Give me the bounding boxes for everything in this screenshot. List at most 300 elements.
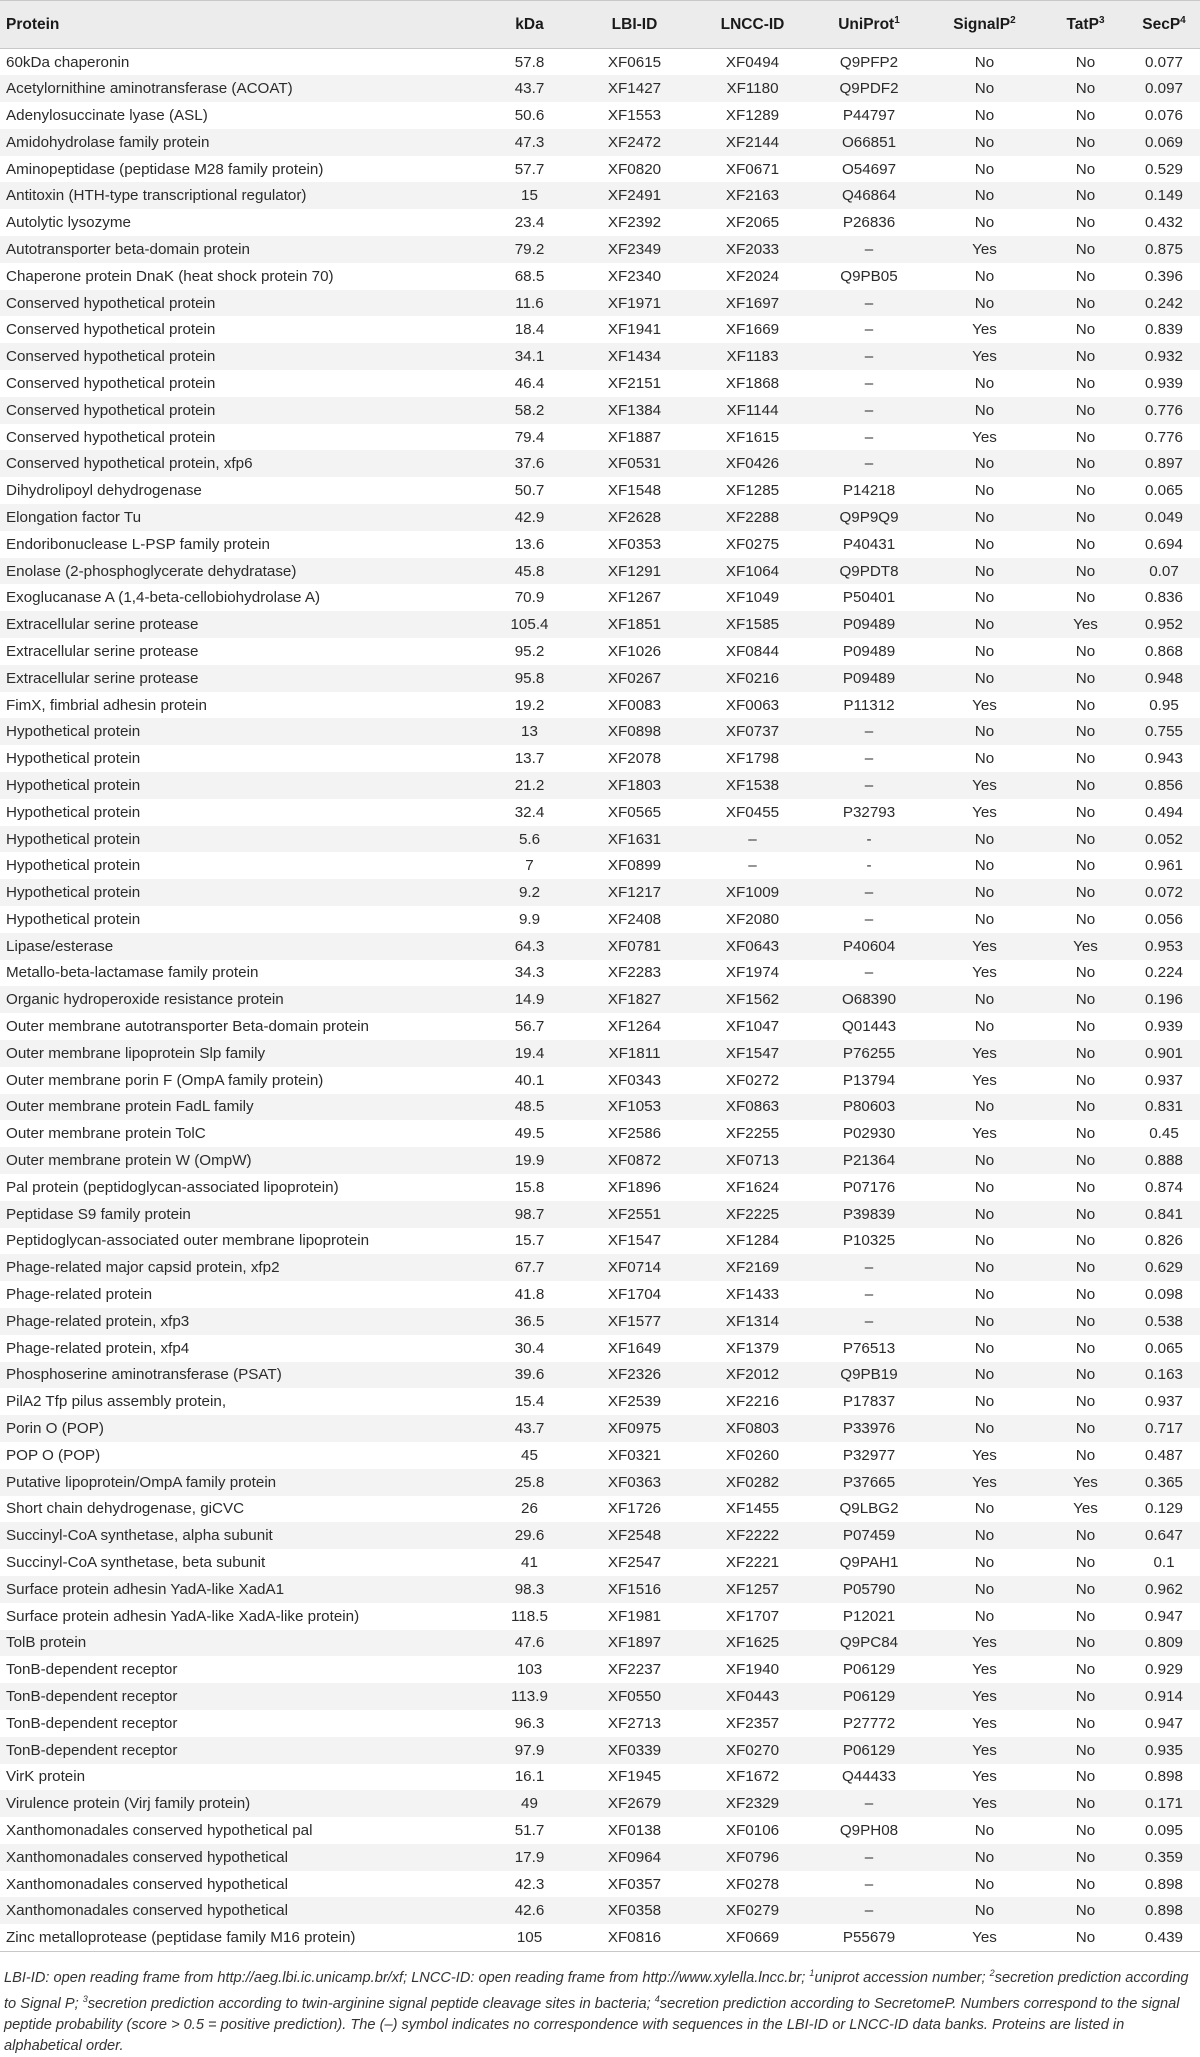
kda-cell: 13.6: [514, 535, 545, 553]
lbi-id-cell: XF1516: [607, 1580, 662, 1598]
lncc-id-cell: XF0713: [725, 1152, 780, 1170]
lbi-id-cell: XF2283: [607, 964, 662, 982]
table-row: [0, 692, 1200, 719]
lncc-id-cell: XF1538: [725, 776, 780, 794]
tatp-cell: No: [1075, 1152, 1096, 1170]
table-row: [0, 906, 1200, 933]
kda-cell: 118.5: [511, 1607, 548, 1625]
lbi-id-cell: XF0550: [607, 1688, 662, 1705]
signalp-cell: No: [974, 133, 995, 151]
signalp-cell: No: [974, 160, 995, 178]
kda-cell: 17.9: [514, 1848, 545, 1866]
footnote-mark-2: 2: [989, 1968, 995, 1978]
table-row: [0, 772, 1200, 799]
secp-cell: 0.826: [1144, 1232, 1183, 1250]
secp-cell: 0.776: [1144, 401, 1183, 419]
kda-cell: 43.7: [514, 80, 545, 98]
lbi-id-cell: XF1427: [607, 80, 662, 98]
secp-cell: 0.224: [1144, 964, 1183, 982]
secp-cell: 0.939: [1144, 374, 1183, 392]
lncc-id-cell: XF1047: [725, 1018, 780, 1036]
lbi-id-cell: XF0343: [607, 1071, 662, 1089]
lncc-id-cell: XF1615: [725, 428, 780, 446]
tatp-cell: Yes: [1073, 937, 1098, 955]
secp-cell: 0.077: [1144, 53, 1183, 71]
protein-name: Conserved hypothetical protein: [6, 374, 216, 392]
uniprot-cell: P06129: [842, 1688, 896, 1705]
table-row: [0, 75, 1200, 102]
lbi-id-cell: XF2491: [607, 187, 662, 205]
signalp-cell: No: [974, 508, 995, 526]
kda-cell: 47.3: [514, 133, 545, 151]
protein-name: Succinyl-CoA synthetase, beta subunit: [6, 1554, 266, 1572]
tatp-cell: No: [1075, 1875, 1096, 1893]
signalp-cell: No: [974, 1393, 995, 1411]
lncc-id-cell: XF2080: [725, 910, 780, 928]
kda-cell: 57.7: [514, 160, 545, 178]
header-uniprot: [812, 1, 926, 49]
uniprot-cell: P76255: [842, 1044, 896, 1062]
secp-cell: 0.755: [1144, 723, 1183, 741]
uniprot-cell: O54697: [841, 160, 897, 178]
signalp-cell: Yes: [972, 1795, 997, 1813]
lbi-id-cell: XF1971: [607, 294, 662, 312]
kda-cell: 34.1: [514, 348, 545, 366]
protein-name: TonB-dependent receptor: [6, 1741, 178, 1759]
lbi-id-cell: XF2679: [607, 1795, 662, 1813]
lbi-id-cell: XF0531: [607, 455, 662, 473]
signalp-cell: No: [974, 1205, 995, 1223]
uniprot-cell: –: [864, 348, 874, 366]
kda-cell: 25.8: [514, 1473, 545, 1491]
uniprot-cell: Q9P9Q9: [839, 508, 899, 526]
kda-cell: 40.1: [514, 1071, 545, 1089]
signalp-cell: No: [974, 106, 995, 124]
table-row: [0, 290, 1200, 317]
table-row: [0, 504, 1200, 531]
signalp-cell: No: [974, 1259, 995, 1277]
kda-cell: 18.4: [514, 321, 545, 339]
signalp-cell: No: [974, 187, 995, 205]
kda-cell: 42.3: [514, 1875, 545, 1893]
secp-cell: 0.947: [1144, 1714, 1183, 1732]
uniprot-cell: Q9PAH1: [839, 1554, 899, 1572]
header-protein: [0, 1, 483, 49]
kda-cell: 47.6: [514, 1634, 545, 1652]
table-row: [0, 1228, 1200, 1255]
protein-name: TonB-dependent receptor: [6, 1688, 178, 1705]
lncc-id-cell: XF0669: [693, 1924, 812, 1951]
uniprot-cell: –: [864, 428, 874, 446]
signalp-cell: No: [974, 830, 995, 848]
kda-cell: 7: [525, 857, 534, 875]
tatp-cell: No: [1075, 1393, 1096, 1411]
table-row: [0, 1362, 1200, 1389]
protein-name: Xanthomonadales conserved hypothetical: [6, 1875, 288, 1893]
tatp-cell: No: [1075, 80, 1096, 98]
table-row: [0, 933, 1200, 960]
kda-cell: 50.7: [514, 482, 545, 500]
tatp-cell: No: [1075, 696, 1096, 714]
tatp-cell: No: [1075, 1098, 1096, 1116]
lbi-id-cell: XF0321: [607, 1446, 662, 1464]
lbi-id-cell: XF2326: [607, 1366, 662, 1384]
uniprot-cell: P37665: [842, 1473, 896, 1491]
signalp-cell: No: [974, 1339, 995, 1357]
signalp-cell: Yes: [926, 1924, 1043, 1951]
tatp-cell: No: [1075, 240, 1096, 258]
protein-name: Acetylornithine aminotransferase (ACOAT): [6, 80, 293, 98]
uniprot-cell: –: [864, 750, 874, 768]
signalp-cell: No: [974, 1420, 995, 1438]
header-tatp-label: TatP: [1066, 16, 1099, 34]
uniprot-cell: -: [866, 857, 872, 875]
signalp-cell: No: [974, 991, 995, 1009]
uniprot-cell: Q9PB05: [840, 267, 898, 285]
lncc-id-cell: XF2033: [725, 240, 780, 258]
tatp-cell: No: [1075, 214, 1096, 232]
kda-cell: 49: [521, 1795, 538, 1813]
signalp-cell: No: [974, 642, 995, 660]
header-signalp-footnote-mark: 2: [1010, 14, 1016, 26]
protein-name: Conserved hypothetical protein, xfp6: [6, 455, 253, 473]
protein-name: Conserved hypothetical protein: [6, 294, 216, 312]
protein-name: Pal protein (peptidoglycan-associated lipoprotein): [6, 1178, 339, 1196]
uniprot-cell: P07459: [842, 1527, 896, 1545]
protein-name: TonB-dependent receptor: [6, 1714, 178, 1732]
tatp-cell: No: [1075, 1018, 1096, 1036]
lncc-id-cell: XF0278: [725, 1875, 780, 1893]
table-row: [0, 477, 1200, 504]
kda-cell: 37.6: [514, 455, 545, 473]
tatp-cell: No: [1075, 723, 1096, 741]
table-row: [0, 1201, 1200, 1228]
signalp-cell: No: [974, 1848, 995, 1866]
kda-cell: 58.2: [514, 401, 545, 419]
lncc-id-cell: XF0863: [725, 1098, 780, 1116]
secp-cell: 0.439: [1128, 1924, 1200, 1951]
lncc-id-cell: XF0455: [725, 803, 780, 821]
header-lbi-id-label: LBI-ID: [611, 15, 658, 33]
lncc-id-cell: XF0279: [725, 1902, 780, 1920]
tatp-cell: Yes: [1073, 616, 1098, 634]
table-row: [0, 370, 1200, 397]
protein-name: Conserved hypothetical protein: [6, 428, 216, 446]
uniprot-cell: Q9PC84: [839, 1634, 899, 1652]
kda-cell: 95.2: [514, 642, 545, 660]
secp-cell: 0.935: [1144, 1741, 1183, 1759]
secp-cell: 0.874: [1144, 1178, 1183, 1196]
table-footnote: [4, 1963, 1196, 2057]
protein-name: Antitoxin (HTH-type transcriptional regulator): [6, 187, 307, 205]
lbi-id-cell: XF1803: [607, 776, 662, 794]
lbi-id-cell: XF1726: [607, 1500, 662, 1518]
tatp-cell: No: [1043, 1924, 1128, 1951]
table-row: [0, 1522, 1200, 1549]
secp-cell: 0.898: [1144, 1768, 1183, 1786]
table-row: [0, 1683, 1200, 1710]
kda-cell: 42.9: [514, 508, 545, 526]
tatp-cell: No: [1075, 267, 1096, 285]
lbi-id-cell: XF2408: [607, 910, 662, 928]
signalp-cell: Yes: [972, 1714, 997, 1732]
tatp-cell: No: [1075, 1607, 1096, 1625]
signalp-cell: Yes: [972, 1044, 997, 1062]
kda-cell: 5.6: [518, 830, 541, 848]
lncc-id-cell: XF1379: [725, 1339, 780, 1357]
kda-cell: 16.1: [514, 1768, 545, 1786]
tatp-cell: No: [1075, 1071, 1096, 1089]
lncc-id-cell: XF1707: [725, 1607, 780, 1625]
lbi-id-cell: XF1264: [607, 1018, 662, 1036]
signalp-cell: No: [974, 1178, 995, 1196]
signalp-cell: No: [974, 723, 995, 741]
signalp-cell: No: [974, 1366, 995, 1384]
signalp-cell: No: [974, 374, 995, 392]
lbi-id-cell: XF0820: [607, 160, 662, 178]
secp-cell: 0.065: [1144, 482, 1183, 500]
protein-name: Surface protein adhesin YadA-like XadA1: [6, 1580, 285, 1598]
lncc-id-cell: XF1798: [725, 750, 780, 768]
protein-name: Short chain dehydrogenase, giCVC: [6, 1500, 245, 1518]
kda-cell: 11.6: [515, 294, 544, 312]
lbi-id-cell: XF0565: [607, 803, 662, 821]
signalp-cell: No: [974, 669, 995, 687]
signalp-cell: No: [974, 1018, 995, 1036]
lbi-id-cell: XF1851: [607, 616, 662, 634]
table-row: [0, 182, 1200, 209]
secp-cell: 0.095: [1144, 1821, 1183, 1839]
lncc-id-cell: XF0643: [725, 937, 780, 955]
uniprot-cell: P07176: [842, 1178, 896, 1196]
protein-name: Hypothetical protein: [6, 857, 141, 875]
header-tatp-footnote-mark: 3: [1098, 14, 1105, 26]
uniprot-cell: P33976: [842, 1420, 896, 1438]
kda-cell: 41.8: [514, 1286, 545, 1304]
lncc-id-cell: XF2065: [725, 214, 780, 232]
tatp-cell: No: [1075, 830, 1096, 848]
kda-cell: 70.9: [514, 589, 545, 607]
lncc-id-cell: XF0270: [725, 1741, 780, 1759]
table-row: [0, 424, 1200, 451]
lbi-id-cell: XF2078: [607, 750, 662, 768]
protein-name: Outer membrane protein FadL family: [6, 1098, 254, 1116]
table-row: [0, 49, 1200, 76]
lbi-id-cell: XF0872: [607, 1152, 662, 1170]
footnote-text-1: LBI-ID: open reading frame from http://aeg.lbi.ic.unicamp.br/xf; LNCC-ID: open reading frame from http://www.xylella.lncc.br;: [4, 1969, 810, 1986]
lbi-id-cell: XF1267: [607, 589, 662, 607]
footnote-text-3: secretion prediction according to Signal P;: [4, 1969, 1189, 2012]
protein-name: Outer membrane porin F (OmpA family protein): [6, 1071, 324, 1089]
table-row: [0, 1442, 1200, 1469]
protein-name: Hypothetical protein: [6, 884, 141, 902]
kda-cell: 113.9: [511, 1688, 548, 1705]
secp-cell: 0.831: [1144, 1098, 1183, 1116]
secp-cell: 0.897: [1144, 455, 1183, 473]
signalp-cell: No: [974, 562, 995, 580]
kda-cell: 79.2: [514, 240, 545, 258]
lncc-id-cell: XF0275: [725, 535, 780, 553]
secp-cell: 0.962: [1144, 1580, 1183, 1598]
uniprot-cell: -: [866, 830, 872, 848]
protein-name: Hypothetical protein: [6, 723, 141, 741]
uniprot-cell: Q9PFP2: [839, 53, 899, 71]
lncc-id-cell: XF0671: [725, 160, 780, 178]
tatp-cell: No: [1075, 910, 1096, 928]
kda-cell: 105.4: [510, 616, 549, 634]
table-row: [0, 129, 1200, 156]
secp-cell: 0.494: [1144, 803, 1183, 821]
uniprot-cell: –: [864, 1848, 874, 1866]
table-row: [0, 1388, 1200, 1415]
footnote-mark-1: 1: [809, 1968, 815, 1978]
lncc-id-cell: XF1974: [725, 964, 780, 982]
table-row: [0, 1603, 1200, 1630]
kda-cell: 34.3: [514, 964, 545, 982]
secp-cell: 0.839: [1144, 321, 1183, 339]
secp-cell: 0.538: [1144, 1312, 1183, 1330]
lncc-id-cell: XF1049: [725, 589, 780, 607]
lbi-id-cell: XF0714: [607, 1259, 662, 1277]
protein-name: Lipase/esterase: [6, 937, 114, 955]
lbi-id-cell: XF1649: [607, 1339, 662, 1357]
kda-cell: 42.6: [514, 1902, 545, 1920]
lncc-id-cell: –: [748, 830, 757, 848]
signalp-cell: Yes: [972, 1741, 997, 1759]
signalp-cell: Yes: [972, 1634, 997, 1652]
kda-cell: 67.7: [514, 1259, 545, 1277]
uniprot-cell: –: [864, 1902, 874, 1920]
uniprot-cell: –: [864, 1795, 874, 1813]
table-row: [0, 1013, 1200, 1040]
kda-cell: 98.7: [514, 1205, 545, 1223]
lncc-id-cell: –: [748, 857, 757, 875]
uniprot-cell: –: [864, 884, 874, 902]
lbi-id-cell: XF1548: [607, 482, 662, 500]
tatp-cell: No: [1075, 1446, 1096, 1464]
kda-cell: 41: [521, 1554, 538, 1572]
secp-cell: 0.841: [1144, 1205, 1183, 1223]
lbi-id-cell: XF1577: [607, 1312, 662, 1330]
signalp-cell: No: [974, 401, 995, 419]
secp-cell: 0.432: [1144, 214, 1183, 232]
protein-name: Exoglucanase A (1,4-beta-cellobiohydrolase A): [6, 589, 321, 607]
uniprot-cell: –: [864, 374, 874, 392]
lbi-id-cell: XF0353: [607, 535, 662, 553]
uniprot-cell: P09489: [842, 642, 896, 660]
lncc-id-cell: XF0443: [725, 1688, 780, 1705]
lbi-id-cell: XF2539: [607, 1393, 662, 1411]
secp-cell: 0.948: [1144, 669, 1183, 687]
kda-cell: 32.4: [514, 803, 545, 821]
lncc-id-cell: XF1625: [725, 1634, 780, 1652]
secp-cell: 0.717: [1144, 1420, 1183, 1438]
lbi-id-cell: XF0899: [607, 857, 662, 875]
protein-name: POP O (POP): [6, 1446, 101, 1464]
table-row: [0, 558, 1200, 585]
table-row: [0, 1469, 1200, 1496]
tatp-cell: No: [1075, 1339, 1096, 1357]
kda-cell: 105: [483, 1924, 576, 1951]
lbi-id-cell: XF2551: [607, 1205, 662, 1223]
protein-name: Autotransporter beta-domain protein: [6, 240, 250, 258]
kda-cell: 96.3: [514, 1714, 545, 1732]
protein-name: Hypothetical protein: [6, 803, 141, 821]
lbi-id-cell: XF2548: [607, 1527, 662, 1545]
protein-name: Conserved hypothetical protein: [6, 348, 216, 366]
table-row: [0, 1094, 1200, 1121]
table-row: [0, 879, 1200, 906]
tatp-cell: No: [1075, 562, 1096, 580]
secp-cell: 0.359: [1144, 1848, 1183, 1866]
protein-name: Xanthomonadales conserved hypothetical: [6, 1902, 288, 1920]
kda-cell: 19.2: [514, 696, 545, 714]
lncc-id-cell: XF2329: [725, 1795, 780, 1813]
table-row: [0, 316, 1200, 343]
table-row: [0, 1174, 1200, 1201]
protein-name: Virulence protein (Virj family protein): [6, 1795, 251, 1813]
secp-cell: 0.242: [1144, 294, 1183, 312]
lbi-id-cell: XF2237: [607, 1661, 662, 1679]
protein-name: Phage-related major capsid protein, xfp2: [6, 1259, 280, 1277]
tatp-cell: No: [1075, 1741, 1096, 1759]
lncc-id-cell: XF0426: [725, 455, 780, 473]
uniprot-cell: P32793: [842, 803, 896, 821]
lbi-id-cell: XF1026: [607, 642, 662, 660]
kda-cell: 45.8: [514, 562, 545, 580]
uniprot-cell: P17837: [842, 1393, 896, 1411]
secp-cell: 0.875: [1144, 240, 1183, 258]
protein-name: Extracellular serine protease: [6, 669, 199, 687]
protein-name: VirK protein: [6, 1768, 86, 1786]
table-row: [0, 584, 1200, 611]
lbi-id-cell: XF2628: [607, 508, 662, 526]
signalp-cell: No: [974, 616, 995, 634]
tatp-cell: No: [1075, 1902, 1096, 1920]
table-header: [0, 1, 1200, 49]
secp-cell: 0.809: [1144, 1634, 1183, 1652]
tatp-cell: No: [1075, 1795, 1096, 1813]
lbi-id-cell: XF0083: [607, 696, 662, 714]
signalp-cell: Yes: [972, 937, 997, 955]
uniprot-cell: P44797: [842, 106, 896, 124]
protein-name: Hypothetical protein: [6, 776, 141, 794]
tatp-cell: No: [1075, 1634, 1096, 1652]
signalp-cell: No: [974, 1312, 995, 1330]
tatp-cell: No: [1075, 589, 1096, 607]
table-row: [0, 263, 1200, 290]
kda-cell: 46.4: [514, 374, 545, 392]
table-row: [0, 986, 1200, 1013]
tatp-cell: No: [1075, 1848, 1096, 1866]
lbi-id-cell: XF1547: [607, 1232, 662, 1250]
lncc-id-cell: XF1144: [726, 401, 779, 419]
protein-name: Conserved hypothetical protein: [6, 321, 216, 339]
signalp-cell: Yes: [972, 1071, 997, 1089]
secp-cell: 0.947: [1144, 1607, 1183, 1625]
lbi-id-cell: XF1553: [607, 106, 662, 124]
lncc-id-cell: XF1183: [726, 348, 779, 366]
secp-cell: 0.898: [1144, 1902, 1183, 1920]
protein-name: Organic hydroperoxide resistance protein: [6, 991, 284, 1009]
header-uniprot-label: UniProt: [838, 16, 895, 34]
tatp-cell: No: [1075, 428, 1096, 446]
lncc-id-cell: XF2255: [725, 1125, 780, 1143]
secp-cell: 0.076: [1144, 106, 1183, 124]
protein-name: Chaperone protein DnaK (heat shock protein 70): [6, 267, 334, 285]
secp-cell: 0.065: [1144, 1339, 1183, 1357]
kda-cell: 30.4: [514, 1339, 545, 1357]
